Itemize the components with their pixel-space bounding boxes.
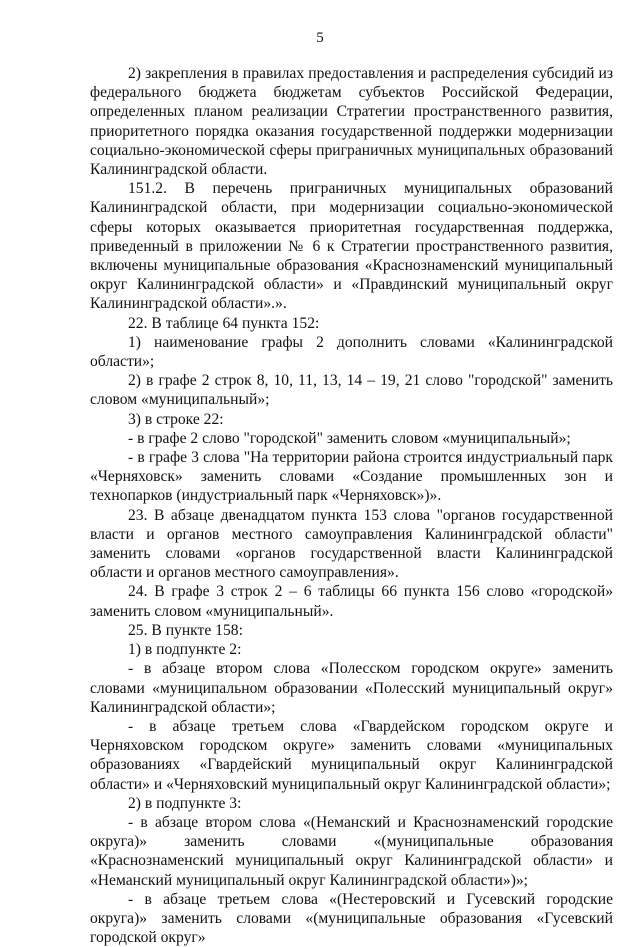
paragraph: - в абзаце третьем слова «Гвардейском городском округе и Черняховском городском округе» заменить словами «муниципальных образованиях «Гвардейский муниципальный округ Калининградской области» и «Черняховский муниципальный округ Калининградской области»; [90, 717, 613, 793]
page-number: 5 [316, 30, 324, 46]
paragraph: 151.2. В перечень приграничных муниципальных образований Калининградской области, при модернизации социально-экономической сферы которых оказывается приоритетная государственная поддержка, приведенный в приложении № 6 к Стратегии пространственного развития, включены муниципальные образования «Краснознаменский муниципальный округ Калининградской области» и «Правдинский муниципальный округ Калининградской области».». [90, 180, 613, 313]
paragraph: - в абзаце втором слова «(Неманский и Краснознаменский городские округа)» заменить словами «(муниципальные образования «Краснознаменский муниципальный округ Калининградской области» и «Неманский муниципальный округ Калининградской области»)»; [90, 813, 613, 889]
paragraph: 24. В графе 3 строк 2 – 6 таблицы 66 пункта 156 слово «городской» заменить словом «муниципальный». [90, 583, 613, 620]
document-body [90, 64, 613, 947]
paragraph: 1) в подпункте 2: [128, 641, 242, 659]
paragraph: 1) наименование графы 2 дополнить словами «Калининградской области»; [90, 333, 613, 371]
paragraph: - в абзаце третьем слова «(Нестеровский и Гусевский городские округа)» заменить словами «(муниципальные образования «Гусевский городской округ» [90, 890, 613, 947]
paragraph: - в графе 3 слова "На территории района строится индустриальный парк «Черняховск» заменить словами «Создание промышленных зон и технопарков (индустриальный парк «Черняховск»)». [90, 449, 613, 505]
paragraph: 25. В пункте 158: [128, 621, 243, 639]
paragraph: - в графе 2 слово "городской" заменить словом «муниципальный»; [128, 429, 571, 447]
paragraph: 3) в строке 22: [128, 410, 224, 428]
paragraph: 23. В абзаце двенадцатом пункта 153 слова "органов государственной власти и органов местного самоуправления Калининградской области" заменить словами «органов государственной власти Калининградской области и органов местного самоуправления». [90, 506, 613, 582]
paragraph: - в абзаце втором слова «Полесском городском округе» заменить словами «муниципальном образовании «Полесский муниципальный округ» Калининградской области»; [90, 660, 613, 716]
paragraph: 2) в подпункте 3: [128, 794, 242, 812]
paragraph: 2) закрепления в правилах предоставления и распределения субсидий из федерального бюджета бюджетам субъектов Российской Федерации, определенных планом реализации Стратегии пространственного развития, приоритетного порядка оказания государственной поддержки модернизации социально-экономической сферы приграничных муниципальных образований Калининградской области. [90, 65, 613, 179]
paragraph: 2) в графе 2 строк 8, 10, 11, 13, 14 – 19, 21 слово "городской" заменить словом «муниципальный»; [90, 372, 613, 409]
paragraph: 22. В таблице 64 пункта 152: [128, 314, 320, 332]
